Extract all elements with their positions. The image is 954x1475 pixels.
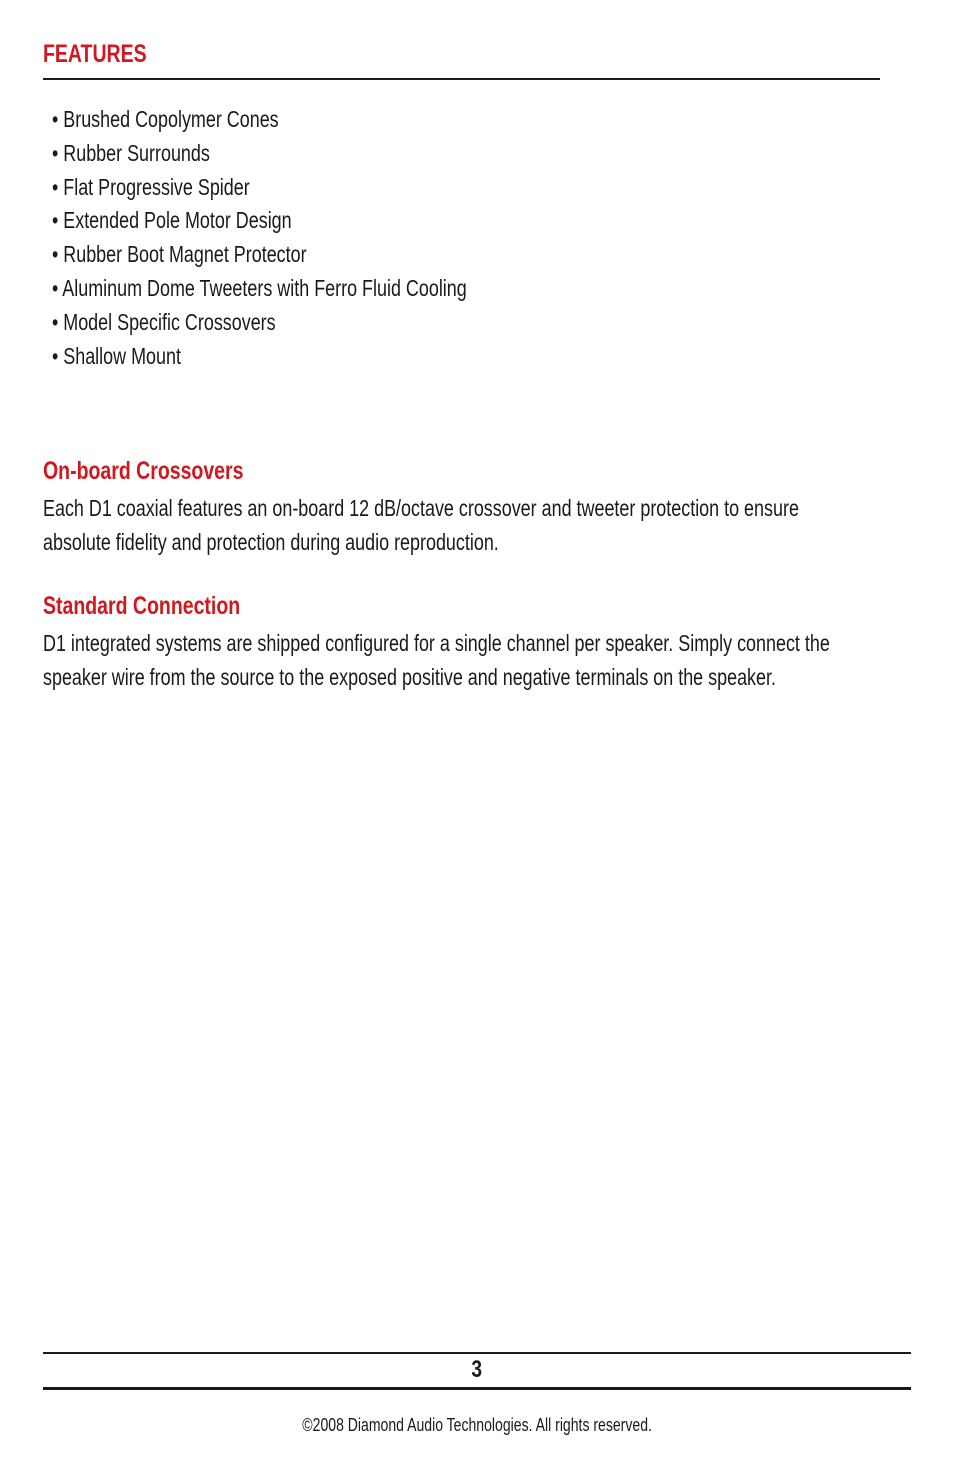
list-item: • Rubber Surrounds [52, 139, 210, 166]
crossovers-paragraph [43, 491, 954, 559]
list-item: • Rubber Boot Magnet Protector [52, 241, 307, 268]
copyright-notice: ©2008 Diamond Audio Technologies. All rights reserved. [302, 1415, 652, 1435]
paragraph-line: Each D1 coaxial features an on-board 12 dB/octave crossover and tweeter protection to ensure [43, 495, 799, 521]
page-number: 3 [471, 1356, 483, 1383]
connection-paragraph [43, 626, 954, 694]
list-item: • Shallow Mount [52, 342, 181, 369]
header-divider [43, 78, 880, 80]
connection-heading: Standard Connection [43, 592, 241, 620]
list-item: • Model Specific Crossovers [52, 308, 276, 335]
footer-divider-bottom [43, 1387, 911, 1390]
footer-divider-top [43, 1352, 911, 1354]
list-item: • Brushed Copolymer Cones [52, 106, 279, 132]
paragraph-line: D1 integrated systems are shipped configured for a single channel per speaker. Simply connect the [43, 630, 830, 656]
list-item: • Extended Pole Motor Design [52, 207, 292, 234]
list-item: • Aluminum Dome Tweeters with Ferro Fluid Cooling [52, 274, 467, 301]
list-item: • Flat Progressive Spider [52, 173, 250, 200]
features-heading: FEATURES [43, 40, 147, 68]
feature-list [52, 103, 584, 373]
crossovers-heading: On-board Crossovers [43, 457, 244, 485]
paragraph-line: speaker wire from the source to the exposed positive and negative terminals on the speaker. [43, 664, 776, 690]
paragraph-line: absolute fidelity and protection during audio reproduction. [43, 529, 499, 555]
